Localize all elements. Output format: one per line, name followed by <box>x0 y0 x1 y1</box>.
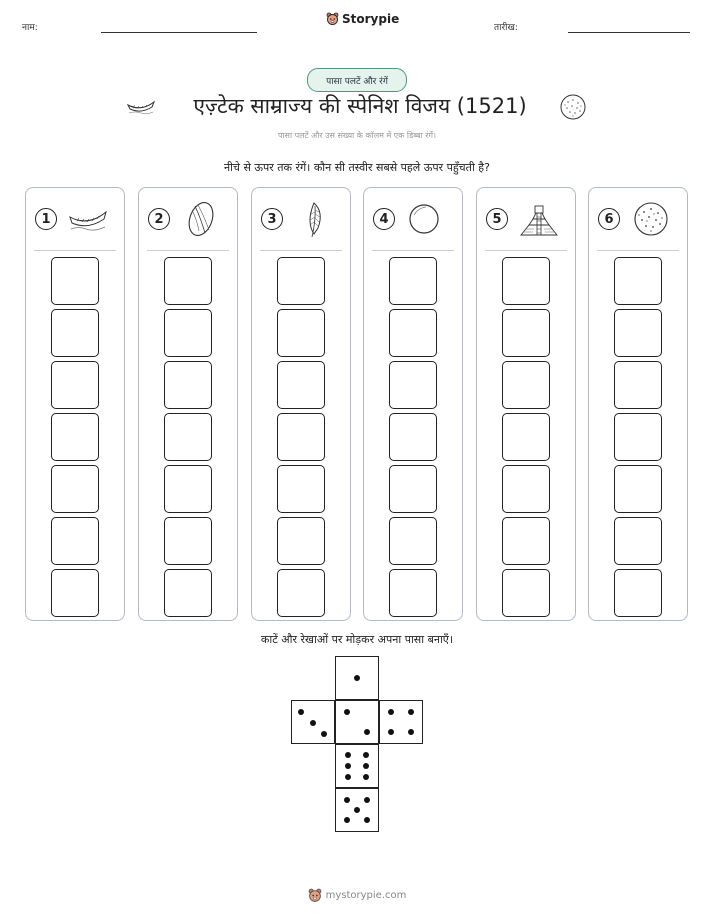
column-5 <box>476 187 576 621</box>
color-box[interactable] <box>164 413 212 461</box>
storypie-logo <box>326 12 399 26</box>
column-number: 4 <box>373 208 395 230</box>
die-face-four <box>379 700 423 744</box>
canoe-icon <box>127 96 155 116</box>
color-box[interactable] <box>164 361 212 409</box>
color-box[interactable] <box>389 413 437 461</box>
color-box[interactable] <box>389 465 437 513</box>
color-box[interactable] <box>277 413 325 461</box>
color-box[interactable] <box>502 361 550 409</box>
name-field-line[interactable] <box>101 32 257 33</box>
column-1 <box>25 187 125 621</box>
color-box[interactable] <box>614 569 662 617</box>
color-box[interactable] <box>51 413 99 461</box>
column-divider <box>485 250 567 251</box>
color-box[interactable] <box>614 309 662 357</box>
color-box[interactable] <box>51 517 99 565</box>
color-box[interactable] <box>277 309 325 357</box>
color-box[interactable] <box>277 257 325 305</box>
color-box[interactable] <box>164 309 212 357</box>
color-box[interactable] <box>389 517 437 565</box>
color-box[interactable] <box>502 413 550 461</box>
color-box[interactable] <box>277 465 325 513</box>
column-6 <box>588 187 688 621</box>
column-number: 2 <box>148 208 170 230</box>
die-face-five <box>335 788 379 832</box>
date-field-line[interactable] <box>568 32 690 33</box>
footer <box>0 888 714 903</box>
tortilla-icon <box>559 93 587 121</box>
color-box[interactable] <box>614 413 662 461</box>
footer-url[interactable]: mystorypie.com <box>325 890 407 901</box>
color-box[interactable] <box>51 361 99 409</box>
column-number: 6 <box>598 208 620 230</box>
storypie-mascot-icon <box>308 888 322 903</box>
die-face-one <box>335 656 379 700</box>
jade-bead-icon <box>406 200 446 238</box>
subtitle: पासा पलटें और उस संख्या के कॉलम में एक डिब्बा रंगें। <box>277 131 437 140</box>
color-box[interactable] <box>614 465 662 513</box>
column-number: 3 <box>261 208 283 230</box>
die-face-three <box>291 700 335 744</box>
cut-fold-instruction: काटें और रेखाओं पर मोड़कर अपना पासा बनाएँ। <box>260 633 454 646</box>
color-box[interactable] <box>502 517 550 565</box>
color-box[interactable] <box>389 257 437 305</box>
date-label: तारीख: <box>494 23 518 33</box>
column-4 <box>363 187 463 621</box>
color-box[interactable] <box>389 361 437 409</box>
pyramid-temple-icon <box>519 200 559 238</box>
color-box[interactable] <box>614 257 662 305</box>
color-box[interactable] <box>502 569 550 617</box>
column-divider <box>260 250 342 251</box>
color-box[interactable] <box>389 309 437 357</box>
color-box[interactable] <box>277 569 325 617</box>
column-number: 1 <box>35 208 57 230</box>
color-box[interactable] <box>164 257 212 305</box>
column-divider <box>34 250 116 251</box>
color-box[interactable] <box>389 569 437 617</box>
color-box[interactable] <box>502 465 550 513</box>
color-box[interactable] <box>502 309 550 357</box>
column-number: 5 <box>486 208 508 230</box>
logo-text: Storypie <box>342 12 400 26</box>
color-box[interactable] <box>51 465 99 513</box>
tortilla-icon <box>631 200 671 238</box>
color-box[interactable] <box>614 361 662 409</box>
instruction-text: नीचे से ऊपर तक रंगें। कौन सी तस्वीर सबसे पहले ऊपर पहुँचती है? <box>224 161 490 174</box>
column-divider <box>147 250 229 251</box>
column-2 <box>138 187 238 621</box>
color-box[interactable] <box>502 257 550 305</box>
page-title: एज़्टेक साम्राज्य की स्पेनिश विजय (1521) <box>193 94 527 118</box>
feather-icon <box>294 200 334 238</box>
color-box[interactable] <box>51 309 99 357</box>
die-face-six <box>335 744 379 788</box>
activity-pill-badge: पासा पलटें और रंगें <box>307 68 407 92</box>
column-divider <box>597 250 679 251</box>
column-3 <box>251 187 351 621</box>
color-box[interactable] <box>51 569 99 617</box>
color-box[interactable] <box>164 517 212 565</box>
canoe-icon <box>68 200 108 238</box>
column-divider <box>372 250 454 251</box>
color-box[interactable] <box>51 257 99 305</box>
color-box[interactable] <box>164 465 212 513</box>
color-box[interactable] <box>277 517 325 565</box>
color-box[interactable] <box>164 569 212 617</box>
color-box[interactable] <box>277 361 325 409</box>
storypie-mascot-icon <box>326 12 339 26</box>
die-face-two <box>335 700 379 744</box>
color-box[interactable] <box>614 517 662 565</box>
name-label: नाम: <box>22 23 38 33</box>
cacao-bean-icon <box>181 200 221 238</box>
